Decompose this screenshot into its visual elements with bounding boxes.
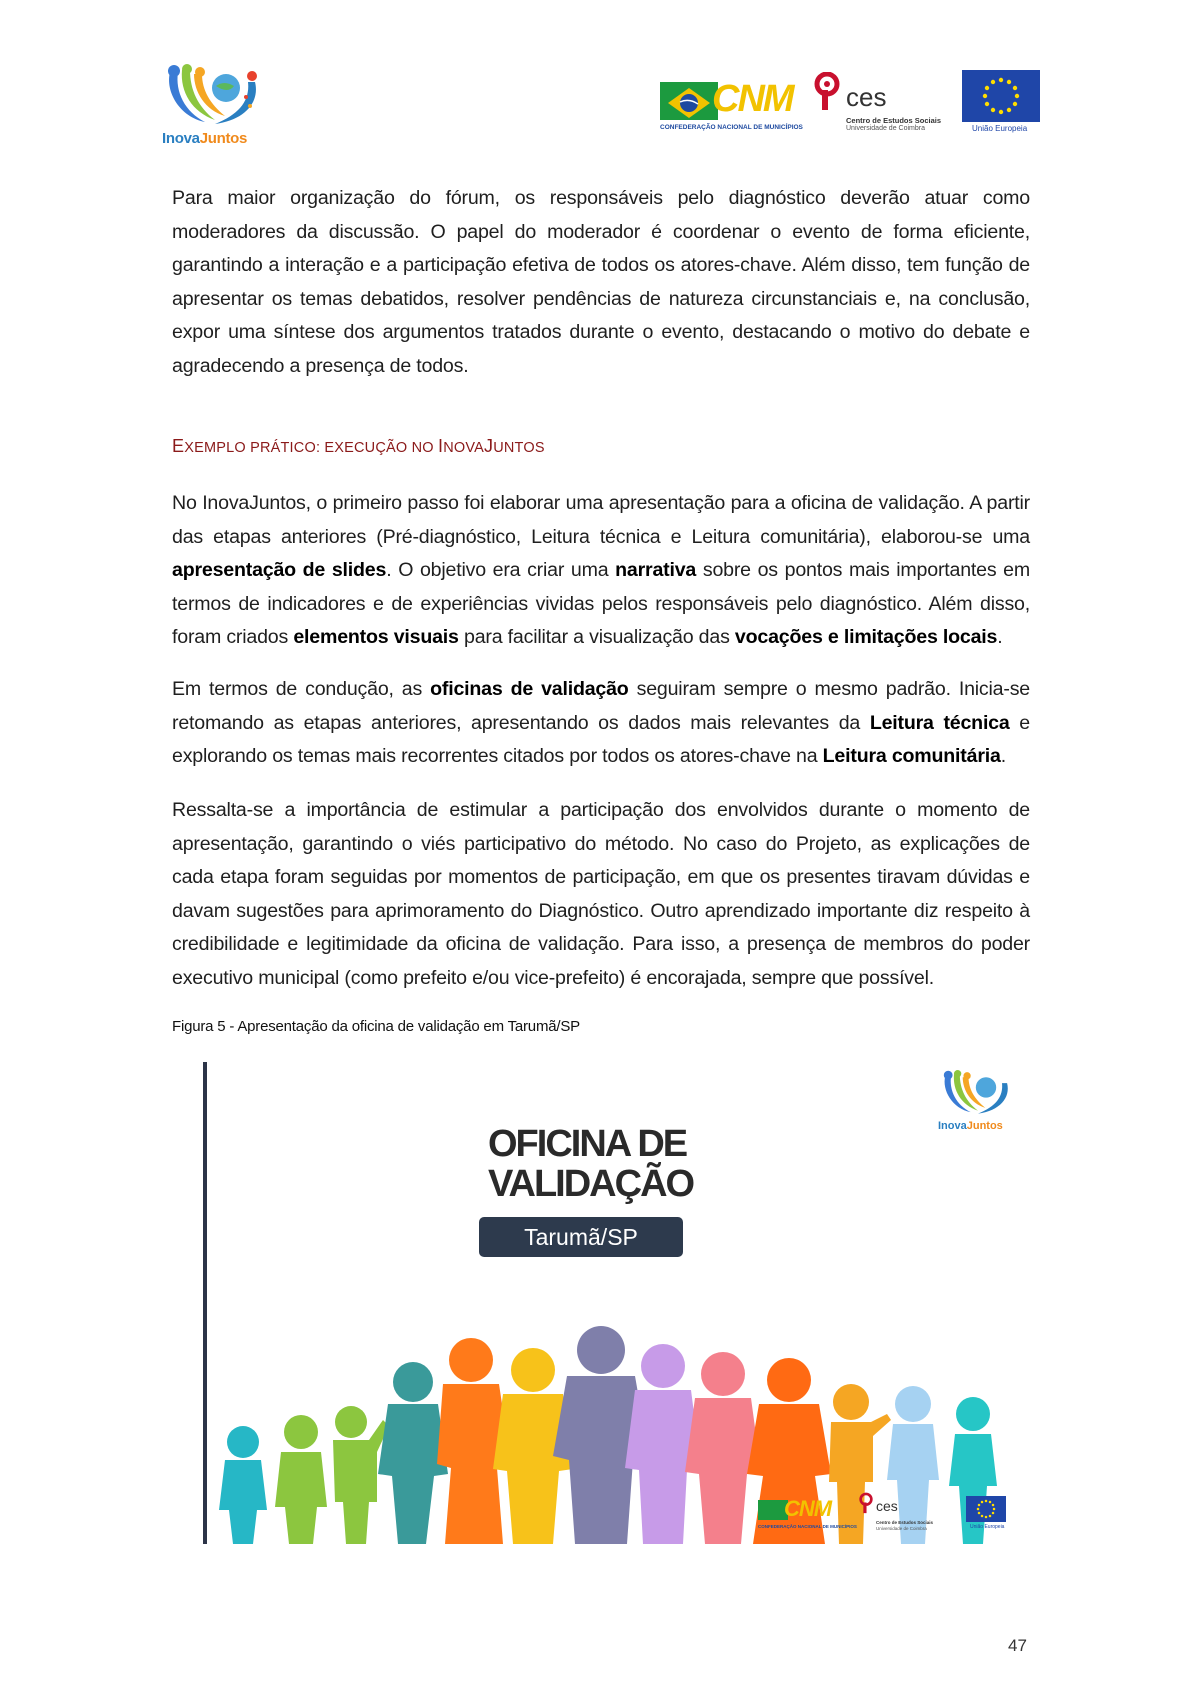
ces-wordmark: ces <box>846 82 887 112</box>
inovajuntos-wordmark: InovaJuntos <box>162 130 248 147</box>
paragraph-conduction: Em termos de condução, as oficinas de validação seguiram sempre o mesmo padrão. Inicia-se retomando as etapas anteriores, apresentando os dados mais relevantes da Leitura técnica e explorando os temas mais recorrentes citados por todos os atores-chave na Leitura comunitária. <box>172 678 1031 767</box>
figure-partner-logos <box>758 1496 1023 1542</box>
cnm-wordmark: CNM <box>712 78 793 120</box>
figure-caption: Figura 5 - Apresentação da oficina de validação em Tarumã/SP <box>172 1018 580 1035</box>
silhouette-child-2 <box>275 1415 327 1544</box>
paragraph-moderators: Para maior organização do fórum, os responsáveis pelo diagnóstico deverão atuar como moderadores da discussão. O papel do moderador é coordenar o evento de forma eficiente, garantindo a interação e a participação efetiva de todos os atores-chave. Além disso, tem função de apresentar os temas debatidos, resolver pendências de natureza circunstanciais e, na conclusão, expor uma síntese dos argumentos tratados durante o evento, destacando o motivo do debate e agradecendo a presença de todos. <box>172 187 1030 377</box>
figure-inovajuntos-logo <box>938 1068 1018 1138</box>
paragraph-participation: Ressalta-se a importância de estimular a participação dos envolvidos durante o momento de apresentação, garantindo o viés participativo do método. No caso do Projeto, as explicações de cada etapa foram seguidas por momentos de participação, em que os presentes tiravam dúvidas e davam sugestões para aprimoramento do Diagnóstico. Outro aprendizado importante diz respeito à credibilidade e legitimidade da oficina de validação. Para isso, a presença de membros do poder executivo municipal (como prefeito e/ou vice-prefeito) é encorajada, sempre que possível. <box>172 799 1030 989</box>
inovajuntos-emblem-icon <box>160 62 270 132</box>
silhouette-woman-1 <box>378 1362 448 1544</box>
section-heading: EXEMPLO PRÁTICO: EXECUÇÃO NO INOVAJUNTOS <box>172 436 545 456</box>
figure-cnm-subtitle: CONFEDERAÇÃO NACIONAL DE MUNICÍPIOS <box>758 1524 857 1529</box>
cnm-subtitle: CONFEDERAÇÃO NACIONAL DE MUNICÍPIOS <box>660 124 803 131</box>
figure-ces-university: Universidade de Coimbra <box>876 1526 927 1531</box>
figure-ces-wordmark: ces <box>876 1498 898 1514</box>
figure-title: OFICINA DE VALIDAÇÃO <box>488 1123 694 1205</box>
paragraph-example: No InovaJuntos, o primeiro passo foi elaborar uma apresentação para a oficina de validação. A partir das etapas anteriores (Pré-diagnóstico, Leitura técnica e Leitura comunitária), elaborou-se uma apresentação de slides. O objetivo era criar uma narrativa sobre os pontos mais importantes em termos de indicadores e de experiências vividas pelos responsáveis pelo diagnóstico. Além disso, foram criados elementos visuais para facilitar a visualização das vocações e limitações locais. <box>172 492 1030 648</box>
brazil-flag-icon <box>660 82 718 120</box>
eu-flag-icon <box>966 1496 1006 1522</box>
ces-subtitle: Centro de Estudos Sociais <box>846 116 942 125</box>
silhouette-child-3 <box>333 1406 389 1544</box>
eu-logo <box>962 70 1040 136</box>
page-number: 47 <box>1008 1636 1027 1655</box>
inovajuntos-logo <box>160 62 270 152</box>
figure-eu-label: União Europeia <box>970 1524 1005 1530</box>
figure-inovajuntos-wordmark: InovaJuntos <box>938 1120 1003 1132</box>
silhouette-woman-4 <box>685 1352 761 1544</box>
figure-ces-subtitle: Centro de Estudos Sociais <box>876 1520 934 1525</box>
silhouette-child-1 <box>219 1426 267 1544</box>
eu-flag-icon <box>962 70 1040 122</box>
figure-location-pill: Tarumã/SP <box>479 1217 683 1257</box>
ces-emblem-icon <box>812 72 842 110</box>
cnm-logo <box>660 78 803 132</box>
inovajuntos-emblem-icon <box>938 1068 1018 1120</box>
ces-logo <box>810 68 942 132</box>
ces-university: Universidade de Coimbra <box>846 125 925 132</box>
figure-cnm-wordmark: CNM <box>784 1496 832 1521</box>
ces-emblem-icon <box>858 1492 874 1514</box>
eu-label: União Europeia <box>972 124 1028 133</box>
figure-oficina-validacao <box>203 1062 1025 1544</box>
